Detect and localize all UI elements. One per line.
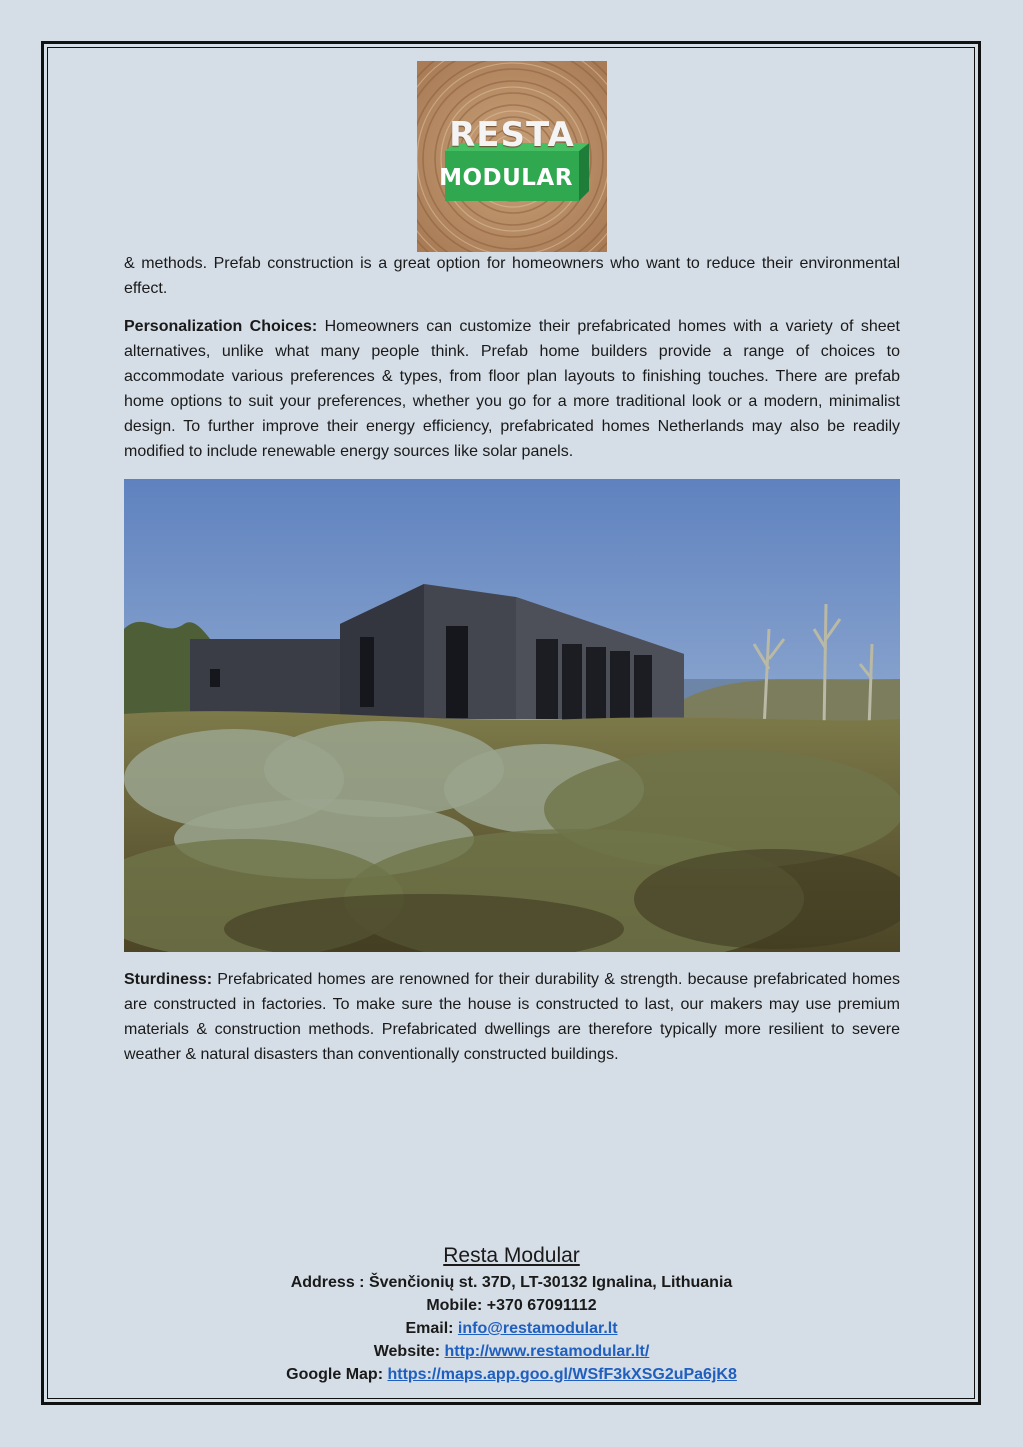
personalization-section [124, 314, 900, 464]
prefab-house-photo [124, 479, 900, 952]
sturdiness-paragraph [124, 967, 900, 1067]
email-line [100, 1317, 923, 1340]
resta-modular-logo [417, 61, 607, 252]
website-line [100, 1340, 923, 1363]
personalization-paragraph [124, 314, 900, 464]
logo-text-resta: RESTA [449, 115, 575, 155]
contact-footer [100, 1242, 923, 1386]
website-link[interactable]: http://www.restamodular.lt/ [444, 1343, 650, 1360]
sturdiness-label: Sturdiness: [124, 971, 213, 988]
email-label: Email: [405, 1320, 458, 1337]
mobile-line: Mobile: +370 67091112 [426, 1297, 597, 1314]
map-link[interactable]: https://maps.app.goo.gl/WSfF3kXSG2uPa6jK8 [387, 1366, 737, 1383]
personalization-text: Homeowners can customize their prefabricated homes with a variety of sheet alternatives, unlike what many people think. Prefab home builders provide a range of choices to accommodate various preferences & types, from floor plan layouts to finishing touches. There are prefab home options to suit your preferences, whether you go for a more traditional look or a modern, minimalist design. To further improve their energy efficiency, prefabricated homes Netherlands may also be readily modified to include renewable energy sources like solar panels. [124, 318, 900, 460]
intro-section [124, 251, 900, 301]
company-name: Resta Modular [443, 1244, 580, 1267]
personalization-label: Personalization Choices: [124, 318, 318, 335]
map-line [100, 1363, 923, 1386]
email-link[interactable]: info@restamodular.lt [457, 1320, 618, 1337]
logo-text-modular: MODULAR [439, 165, 573, 191]
sturdiness-section [124, 967, 900, 1067]
website-label: Website: [373, 1343, 445, 1360]
sturdiness-text: Prefabricated homes are renowned for their durability & strength. because prefabricated homes are constructed in factories. To make sure the house is constructed to last, our makers may use premium materials & construction methods. Prefabricated dwellings are therefore typically more resilient to severe weather & natural disasters than conventionally constructed buildings. [124, 971, 900, 1063]
intro-paragraph: & methods. Prefab construction is a great option for homeowners who want to reduce their environmental effect. [124, 255, 900, 297]
map-label: Google Map: [286, 1366, 388, 1383]
address-line: Address : Švenčionių st. 37D, LT-30132 Ignalina, Lithuania [290, 1274, 733, 1291]
